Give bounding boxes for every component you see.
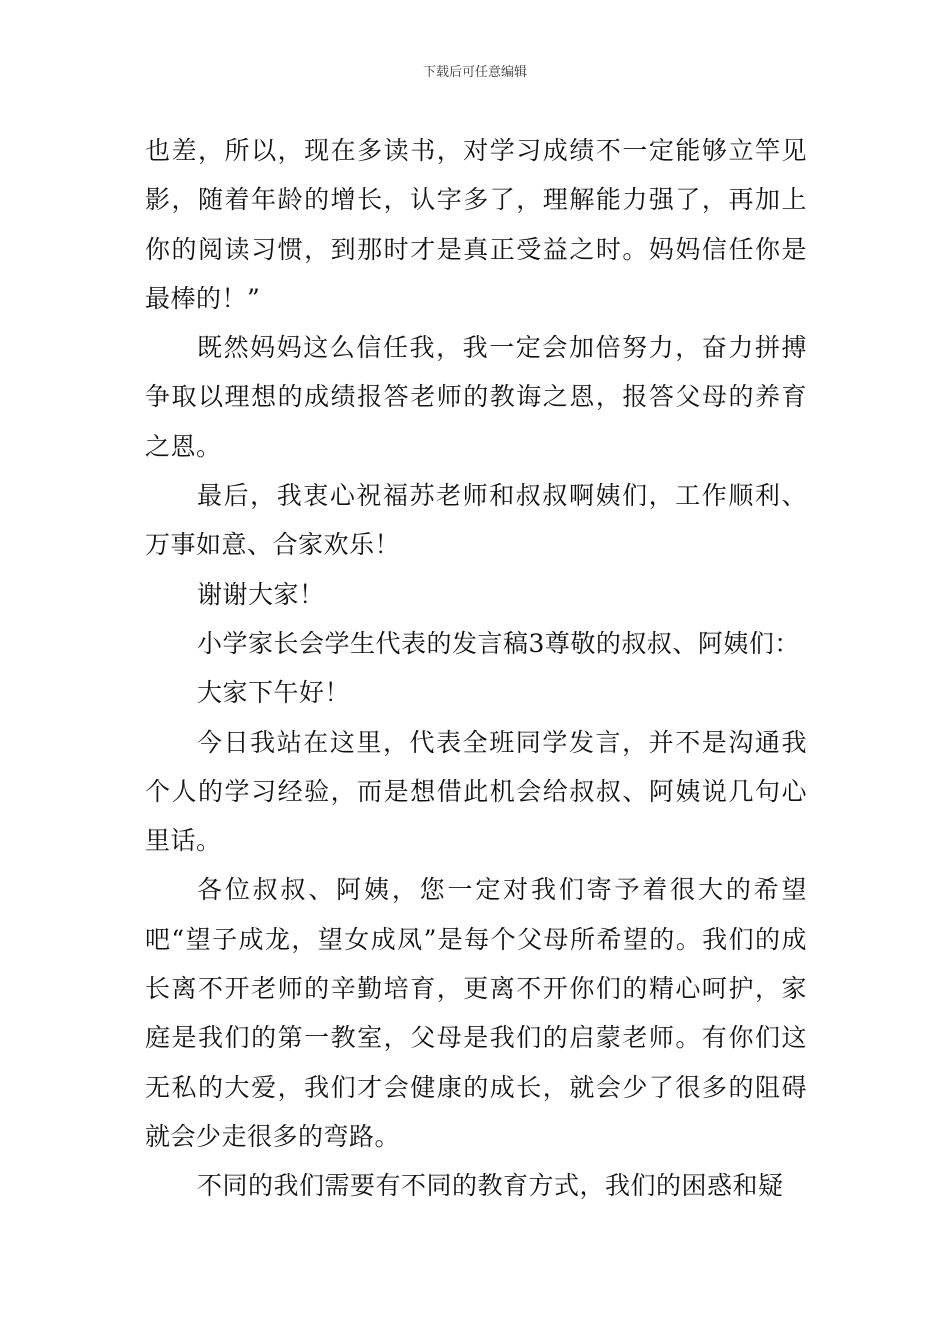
- paragraph: 各位叔叔、阿姨，您一定对我们寄予着很大的希望吧“望子成龙，望女成凤”是每个父母所希望的。我们的成长离不开老师的辛勤培育，更离不开你们的精心呵护，家庭是我们的第一教室，父母是我们的启蒙老师。有你们这无私的大爱，我们才会健康的成长，就会少了很多的阻碍就会少走很多的弯路。: [145, 875, 807, 1151]
- paragraph-continuation: 也差，所以，现在多读书，对学习成绩不一定能够立竿见影，随着年龄的增长，认字多了，理解能力强了，再加上你的阅读习惯，到那时才是真正受益之时。妈妈信任你是最棒的！”: [145, 136, 807, 313]
- paragraph: 不同的我们需要有不同的教育方式，我们的困惑和疑: [197, 1171, 784, 1201]
- greeting: 大家下午好！: [197, 678, 351, 708]
- paragraph: 最后，我衷心祝福苏老师和叔叔啊姨们，工作顺利、万事如意、合家欢乐！: [145, 481, 807, 560]
- document-body: [145, 126, 807, 1211]
- section-title: 小学家长会学生代表的发言稿3尊敬的叔叔、阿姨们：: [197, 628, 800, 658]
- paragraph: 今日我站在这里，代表全班同学发言，并不是沟通我个人的学习经验，而是想借此机会给叔叔、阿姨说几句心里话。: [145, 727, 807, 856]
- paragraph: 既然妈妈这么信任我，我一定会加倍努力，奋力拼搏争取以理想的成绩报答老师的教诲之恩，报答父母的养育之恩。: [145, 333, 807, 461]
- page-header: 下载后可任意编辑: [422, 65, 527, 80]
- paragraph: 谢谢大家！: [197, 579, 325, 609]
